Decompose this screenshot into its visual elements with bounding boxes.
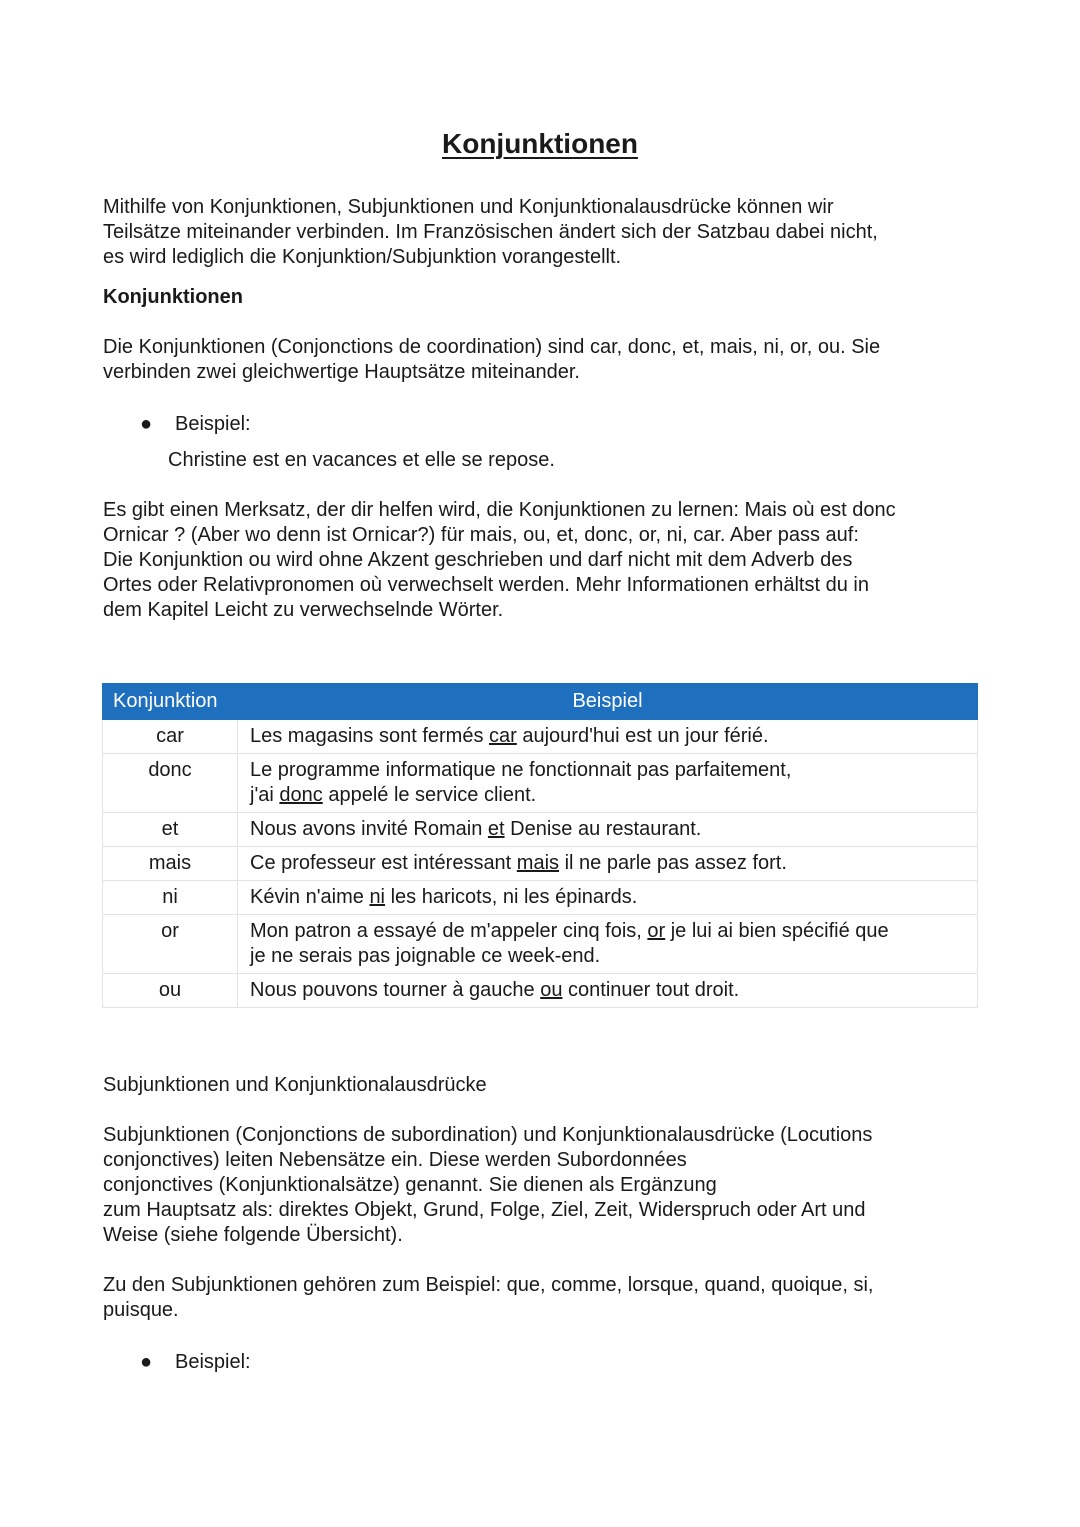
table-row bbox=[103, 915, 978, 974]
bullet-item bbox=[140, 1350, 251, 1375]
conjunction-cell: ni bbox=[103, 881, 238, 915]
conjunction-table bbox=[102, 683, 978, 1008]
section-heading-subjunktionen: Subjunktionen und Konjunktionalausdrücke bbox=[103, 1074, 487, 1096]
konjunktionen-paragraph bbox=[103, 335, 983, 385]
highlighted-conjunction: donc bbox=[279, 784, 323, 806]
example-cell bbox=[238, 974, 978, 1008]
conjunction-cell: et bbox=[103, 813, 238, 847]
subjunktionen-paragraph bbox=[103, 1123, 983, 1248]
highlighted-conjunction: ni bbox=[369, 886, 386, 908]
highlighted-conjunction: car bbox=[489, 725, 517, 747]
intro-line: Teilsätze miteinander verbinden. Im Französischen ändert sich der Satzbau dabei nicht, bbox=[103, 221, 878, 243]
table-row bbox=[103, 720, 978, 754]
paragraph-line: Die Konjunktion ou wird ohne Akzent geschrieben und darf nicht mit dem Adverb des bbox=[103, 549, 853, 571]
section-heading-konjunktionen: Konjunktionen bbox=[103, 286, 243, 308]
bullet-label: Beispiel: bbox=[175, 413, 251, 435]
example-text: j'ai bbox=[250, 784, 280, 806]
table-row bbox=[103, 974, 978, 1008]
conjunction-cell: ou bbox=[103, 974, 238, 1008]
merksatz-paragraph bbox=[103, 498, 983, 623]
highlighted-conjunction: ou bbox=[540, 979, 563, 1001]
table-row bbox=[103, 754, 978, 813]
example-text: continuer tout droit. bbox=[562, 979, 740, 1001]
example-line bbox=[250, 851, 965, 876]
bullet-label: Beispiel: bbox=[175, 1351, 251, 1373]
example-text: Les magasins sont fermés bbox=[250, 725, 489, 747]
page-title: Konjunktionen bbox=[442, 128, 638, 159]
example-cell bbox=[238, 754, 978, 813]
paragraph-line: Es gibt einen Merksatz, der dir helfen wird, die Konjunktionen zu lernen: Mais où est donc bbox=[103, 499, 896, 521]
highlighted-conjunction: et bbox=[487, 818, 505, 840]
bullet-dot-icon: ● bbox=[140, 1351, 153, 1373]
paragraph-line: conjonctives) leiten Nebensätze ein. Diese werden Subordonnées bbox=[103, 1149, 687, 1171]
example-cell bbox=[238, 881, 978, 915]
table-header-row bbox=[103, 684, 978, 720]
conjunction-cell: car bbox=[103, 720, 238, 754]
example-cell bbox=[238, 813, 978, 847]
paragraph-line: puisque. bbox=[103, 1299, 179, 1321]
example-cell bbox=[238, 847, 978, 881]
example-line bbox=[250, 783, 965, 808]
example-text: Kévin n'aime bbox=[250, 886, 370, 908]
intro-line: Mithilfe von Konjunktionen, Subjunktionen und Konjunktionalausdrücke können wir bbox=[103, 196, 834, 218]
example-line bbox=[250, 978, 965, 1003]
intro-line: es wird lediglich die Konjunktion/Subjunktion vorangestellt. bbox=[103, 246, 622, 268]
example-line bbox=[250, 724, 965, 749]
example-cell bbox=[238, 915, 978, 974]
table-row bbox=[103, 847, 978, 881]
table-row bbox=[103, 881, 978, 915]
paragraph-line: Ortes oder Relativpronomen où verwechselt werden. Mehr Informationen erhältst du in bbox=[103, 574, 869, 596]
table-row bbox=[103, 813, 978, 847]
conjunction-cell: donc bbox=[103, 754, 238, 813]
example-line bbox=[250, 817, 965, 842]
bullet-item bbox=[140, 412, 251, 437]
paragraph-line: Subjunktionen (Conjonctions de subordination) und Konjunktionalausdrücke (Locutions bbox=[103, 1124, 873, 1146]
paragraph-line: conjonctives (Konjunktionalsätze) genannt. Sie dienen als Ergänzung bbox=[103, 1174, 717, 1196]
bullet-dot-icon: ● bbox=[140, 413, 153, 435]
paragraph-line: zum Hauptsatz als: direktes Objekt, Grund, Folge, Ziel, Zeit, Widerspruch oder Art und bbox=[103, 1199, 866, 1221]
highlighted-conjunction: mais bbox=[516, 852, 560, 874]
paragraph-line: Zu den Subjunktionen gehören zum Beispiel: que, comme, lorsque, quand, quoique, si, bbox=[103, 1274, 874, 1296]
paragraph-line: Ornicar ? (Aber wo denn ist Ornicar?) für mais, ou, et, donc, or, ni, car. Aber pass auf: bbox=[103, 524, 859, 546]
example-line bbox=[250, 919, 965, 944]
column-header-beispiel: Beispiel bbox=[238, 684, 978, 720]
paragraph-line: verbinden zwei gleichwertige Hauptsätze miteinander. bbox=[103, 361, 580, 383]
example-text: Denise au restaurant. bbox=[504, 818, 702, 840]
conjunction-cell: or bbox=[103, 915, 238, 974]
example-text: Mon patron a essayé de m'appeler cinq fois, bbox=[250, 920, 648, 942]
paragraph-line: Weise (siehe folgende Übersicht). bbox=[103, 1224, 403, 1246]
example-text: Le programme informatique ne fonctionnait pas parfaitement, bbox=[250, 759, 792, 781]
example-text: aujourd'hui est un jour férié. bbox=[516, 725, 769, 747]
example-text: Ce professeur est intéressant bbox=[250, 852, 517, 874]
example-sentence: Christine est en vacances et elle se repose. bbox=[168, 449, 555, 471]
example-line bbox=[250, 944, 965, 969]
example-cell bbox=[238, 720, 978, 754]
column-header-konjunktion: Konjunktion bbox=[103, 684, 238, 720]
example-text: je ne serais pas joignable ce week-end. bbox=[250, 945, 601, 967]
example-line bbox=[250, 885, 965, 910]
example-text: je lui ai bien spécifié que bbox=[665, 920, 889, 942]
conjunction-cell: mais bbox=[103, 847, 238, 881]
subjunktionen-examples-paragraph bbox=[103, 1273, 983, 1323]
example-text: les haricots, ni les épinards. bbox=[385, 886, 638, 908]
example-text: Nous pouvons tourner à gauche bbox=[250, 979, 541, 1001]
intro-paragraph bbox=[103, 195, 983, 270]
example-line bbox=[250, 758, 965, 783]
highlighted-conjunction: or bbox=[647, 920, 666, 942]
table-body bbox=[103, 720, 978, 1008]
example-text: Nous avons invité Romain bbox=[250, 818, 488, 840]
paragraph-line: Die Konjunktionen (Conjonctions de coordination) sind car, donc, et, mais, ni, or, ou. Sie bbox=[103, 336, 881, 358]
example-text: il ne parle pas assez fort. bbox=[559, 852, 787, 874]
example-text: appelé le service client. bbox=[322, 784, 537, 806]
paragraph-line: dem Kapitel Leicht zu verwechselnde Wörter. bbox=[103, 599, 504, 621]
